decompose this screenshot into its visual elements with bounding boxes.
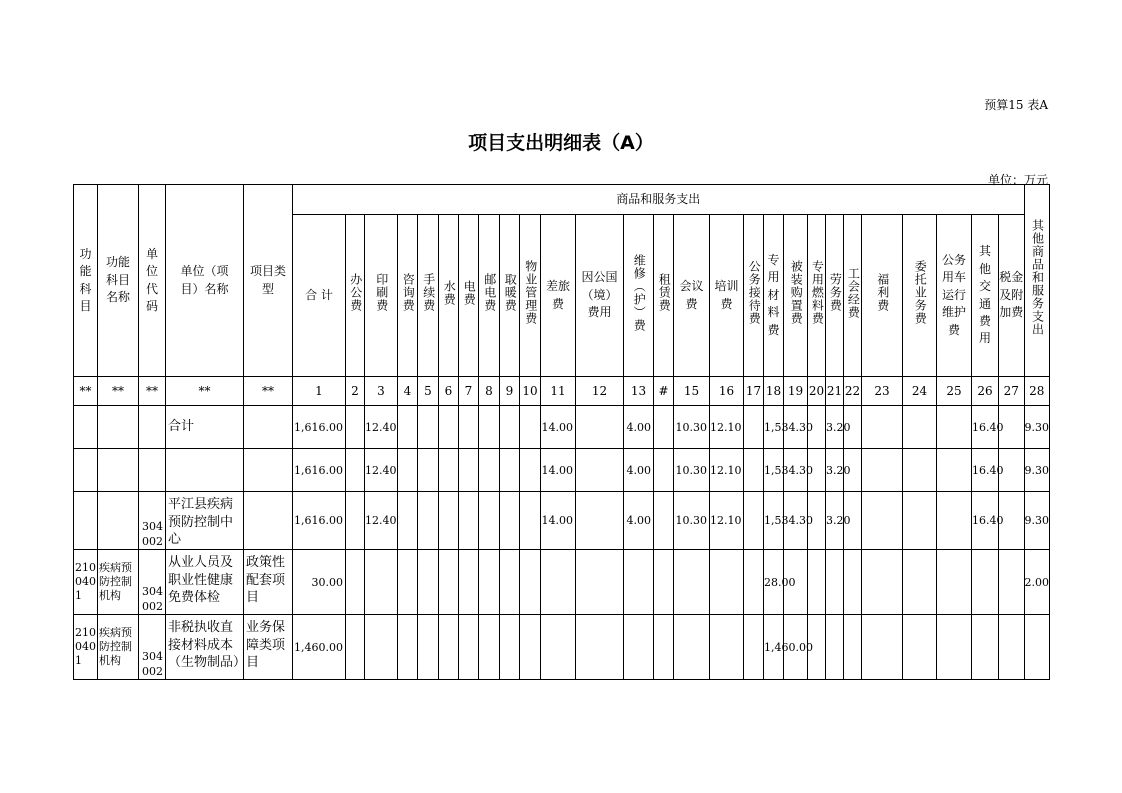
table-row	[74, 406, 1050, 449]
value-cell-col-8	[479, 406, 500, 449]
func-name-cell	[98, 449, 139, 492]
header-col-12	[576, 215, 624, 377]
header-col-3-label: 印刷费	[374, 273, 389, 313]
value-cell-col-7	[459, 550, 479, 615]
value-cell-col-2	[346, 449, 365, 492]
value-cell-col-25	[937, 449, 972, 492]
value-cell-col-17	[744, 449, 764, 492]
value-cell-col-3	[365, 615, 398, 680]
header-col-10	[520, 215, 541, 377]
func-name-cell: 疾病预防控制机构	[98, 550, 139, 615]
value-cell-col-8	[479, 449, 500, 492]
value-cell-col-21: 3.20	[826, 449, 844, 492]
project-type-cell: 业务保障类项目	[244, 615, 293, 680]
header-col-2-label: 办公费	[348, 273, 363, 313]
value-cell-col-9	[500, 615, 520, 680]
value-cell-col-4	[398, 615, 418, 680]
header-col-24-label: 委托业务费	[913, 260, 928, 326]
value-cell-col-4	[398, 492, 418, 550]
header-col-14-label: 租赁费	[657, 273, 672, 313]
value-cell-col-16: 12.10	[710, 449, 744, 492]
value-cell-col-11: 14.00	[541, 449, 576, 492]
value-cell-col-22	[844, 550, 862, 615]
index-col-26: 26	[972, 377, 999, 406]
header-col-27	[999, 215, 1025, 377]
value-cell-col-11: 14.00	[541, 406, 576, 449]
value-cell-col-1: 30.00	[293, 550, 346, 615]
header-col-24	[903, 215, 937, 377]
value-cell-col-9	[500, 492, 520, 550]
value-cell-col-13: 4.00	[624, 449, 654, 492]
value-cell-col-10	[520, 550, 541, 615]
value-cell-col-9	[500, 449, 520, 492]
header-col-9-label: 取暖费	[503, 273, 518, 313]
value-cell-col-18: 1,534.30	[764, 492, 784, 550]
value-cell-col-26: 16.40	[972, 492, 999, 550]
value-cell-col-16	[710, 615, 744, 680]
header-unit-name-label: 单位（项目）名称	[180, 264, 229, 296]
value-cell-col-12	[576, 550, 624, 615]
header-col-5	[418, 215, 439, 377]
value-cell-col-7	[459, 449, 479, 492]
func-code-cell	[74, 492, 98, 550]
value-cell-col-26	[972, 615, 999, 680]
unit-code-cell	[139, 406, 166, 449]
header-col-17-label: 公务接待费	[747, 260, 762, 326]
header-col-22-label: 工会经费	[846, 266, 861, 319]
value-cell-col-9	[500, 406, 520, 449]
value-cell-col-7	[459, 492, 479, 550]
value-cell-col-17	[744, 406, 764, 449]
value-cell-col-11: 14.00	[541, 492, 576, 550]
unit-name-cell: 从业人员及职业性健康免费体检	[166, 550, 244, 615]
value-cell-col-26: 16.40	[972, 406, 999, 449]
header-col-22	[844, 215, 862, 377]
value-cell-col-9	[500, 550, 520, 615]
form-number: 预算15 表A	[984, 98, 1048, 112]
index-col-10: 10	[520, 377, 541, 406]
index-col-22: 22	[844, 377, 862, 406]
value-cell-col-25	[937, 406, 972, 449]
value-cell-col-14	[654, 550, 674, 615]
value-cell-col-3: 12.40	[365, 449, 398, 492]
header-col-7-label: 电费	[462, 279, 477, 306]
table-row	[74, 615, 1050, 680]
value-cell-col-1: 1,460.00	[293, 615, 346, 680]
value-cell-col-6	[439, 550, 459, 615]
value-cell-col-18: 1,534.30	[764, 449, 784, 492]
header-func-name	[98, 185, 139, 377]
project-type-cell: 政策性配套项目	[244, 550, 293, 615]
index-col-13: 13	[624, 377, 654, 406]
index-unit-name: **	[166, 377, 244, 406]
value-cell-col-3: 12.40	[365, 492, 398, 550]
value-cell-col-14	[654, 406, 674, 449]
unit-name-cell: 非税执收直接材料成本（生物制品）	[166, 615, 244, 680]
header-col-21	[826, 215, 844, 377]
value-cell-col-23	[862, 449, 903, 492]
header-col-18	[764, 215, 784, 377]
header-col-13-label: 维修（护）费	[632, 253, 647, 332]
value-cell-col-5	[418, 492, 439, 550]
header-col-23	[862, 215, 903, 377]
value-cell-col-2	[346, 492, 365, 550]
header-col-26	[972, 215, 999, 377]
value-cell-col-7	[459, 615, 479, 680]
func-code-cell	[74, 406, 98, 449]
project-type-cell	[244, 406, 293, 449]
index-col-19: 19	[784, 377, 808, 406]
value-cell-col-24	[903, 615, 937, 680]
value-cell-col-24	[903, 550, 937, 615]
value-cell-col-15: 10.30	[674, 492, 710, 550]
header-col-20	[808, 215, 826, 377]
value-cell-col-15: 10.30	[674, 449, 710, 492]
header-func-code-label: 功能科目	[79, 246, 92, 313]
value-cell-col-3: 12.40	[365, 406, 398, 449]
index-col-1: 1	[293, 377, 346, 406]
header-col-4	[398, 215, 418, 377]
header-col-16-label: 培训费	[714, 279, 739, 311]
value-cell-col-17	[744, 615, 764, 680]
header-col-19-label: 被装购置费	[789, 260, 804, 326]
value-cell-col-13	[624, 550, 654, 615]
index-col-14: #	[654, 377, 674, 406]
value-cell-col-20	[808, 550, 826, 615]
value-cell-col-28: 2.00	[1024, 550, 1050, 615]
value-cell-col-11	[541, 550, 576, 615]
index-col-6: 6	[439, 377, 459, 406]
header-unit-code	[139, 185, 166, 377]
value-cell-col-10	[520, 492, 541, 550]
value-cell-col-15	[674, 550, 710, 615]
value-cell-col-25	[937, 550, 972, 615]
header-col-26-label: 其他交通费用	[978, 244, 991, 346]
value-cell-col-27	[999, 615, 1025, 680]
header-project-type-label: 项目类型	[249, 264, 286, 296]
header-col-16	[710, 215, 744, 377]
header-col-21-label: 劳务费	[828, 273, 843, 313]
header-col-25-label: 公务用车运行维护费	[941, 253, 966, 337]
table-row	[74, 492, 1050, 550]
func-code-cell: 2100401	[74, 550, 98, 615]
budget-table	[73, 184, 1050, 680]
value-cell-col-24	[903, 406, 937, 449]
value-cell-col-13	[624, 615, 654, 680]
func-name-cell	[98, 406, 139, 449]
unit-code-cell: 304002	[139, 615, 166, 680]
value-cell-col-21	[826, 615, 844, 680]
func-code-cell	[74, 449, 98, 492]
value-cell-col-14	[654, 615, 674, 680]
index-col-7: 7	[459, 377, 479, 406]
value-cell-col-5	[418, 550, 439, 615]
value-cell-col-21: 3.20	[826, 406, 844, 449]
index-col-18: 18	[764, 377, 784, 406]
value-cell-col-4	[398, 550, 418, 615]
value-cell-col-1: 1,616.00	[293, 406, 346, 449]
index-col-4: 4	[398, 377, 418, 406]
header-col-11-label: 差旅费	[545, 279, 570, 311]
value-cell-col-12	[576, 615, 624, 680]
value-cell-col-2	[346, 406, 365, 449]
value-cell-col-6	[439, 406, 459, 449]
header-col-6-label: 水费	[442, 279, 457, 306]
index-col-27: 27	[999, 377, 1025, 406]
header-unit-code-label: 单位代码	[145, 246, 158, 313]
value-cell-col-1: 1,616.00	[293, 492, 346, 550]
header-col-5-label: 手续费	[421, 273, 436, 313]
value-cell-col-14	[654, 449, 674, 492]
index-col-15: 15	[674, 377, 710, 406]
header-col-3	[365, 215, 398, 377]
value-cell-col-26: 16.40	[972, 449, 999, 492]
value-cell-col-28: 9.30	[1024, 449, 1050, 492]
value-cell-col-21: 3.20	[826, 492, 844, 550]
value-cell-col-18: 1,534.30	[764, 406, 784, 449]
value-cell-col-23	[862, 492, 903, 550]
value-cell-col-24	[903, 449, 937, 492]
index-col-16: 16	[710, 377, 744, 406]
table-row	[74, 550, 1050, 615]
header-col-8	[479, 215, 500, 377]
value-cell-col-1: 1,616.00	[293, 449, 346, 492]
value-cell-col-23	[862, 406, 903, 449]
value-cell-col-15	[674, 615, 710, 680]
header-col-17	[744, 215, 764, 377]
header-col-2	[346, 215, 365, 377]
value-cell-col-8	[479, 615, 500, 680]
value-cell-col-3	[365, 550, 398, 615]
header-col-1-label: 合 计	[305, 287, 333, 302]
func-name-cell	[98, 492, 139, 550]
header-col-10-label: 物业管理费	[523, 260, 538, 326]
value-cell-col-6	[439, 449, 459, 492]
value-cell-col-6	[439, 492, 459, 550]
header-col-15-label: 会议费	[679, 279, 704, 311]
unit-name-cell	[166, 449, 244, 492]
value-cell-col-4	[398, 406, 418, 449]
value-cell-col-10	[520, 449, 541, 492]
unit-label: 单位：万元	[987, 173, 1048, 187]
value-cell-col-16: 12.10	[710, 492, 744, 550]
value-cell-col-7	[459, 406, 479, 449]
value-cell-col-16	[710, 550, 744, 615]
index-func-name: **	[98, 377, 139, 406]
page-title: 项目支出明细表（A）	[468, 132, 654, 154]
value-cell-col-12	[576, 406, 624, 449]
value-cell-col-25	[937, 492, 972, 550]
header-col-14	[654, 215, 674, 377]
header-col-1	[293, 215, 346, 377]
header-col-20-label: 专用燃料费	[810, 260, 825, 326]
index-col-25: 25	[937, 377, 972, 406]
index-project-type: **	[244, 377, 293, 406]
index-col-3: 3	[365, 377, 398, 406]
value-cell-col-26	[972, 550, 999, 615]
header-col-6	[439, 215, 459, 377]
header-group-goods-services: 商品和服务支出	[293, 185, 1025, 215]
header-col-15	[674, 215, 710, 377]
value-cell-col-24	[903, 492, 937, 550]
header-col-13	[624, 215, 654, 377]
value-cell-col-12	[576, 492, 624, 550]
index-col-28: 28	[1024, 377, 1050, 406]
value-cell-col-22	[844, 615, 862, 680]
value-cell-col-6	[439, 615, 459, 680]
value-cell-col-18: 1,460.00	[764, 615, 784, 680]
index-col-23: 23	[862, 377, 903, 406]
value-cell-col-4	[398, 449, 418, 492]
header-col-28-label: 其他商品和服务支出	[1030, 219, 1045, 337]
index-col-5: 5	[418, 377, 439, 406]
value-cell-col-23	[862, 615, 903, 680]
header-col-18-label: 专用材料费	[767, 253, 780, 337]
unit-code-cell	[139, 449, 166, 492]
value-cell-col-2	[346, 615, 365, 680]
value-cell-col-28: 9.30	[1024, 492, 1050, 550]
value-cell-col-27	[999, 550, 1025, 615]
index-col-9: 9	[500, 377, 520, 406]
header-unit-name	[166, 185, 244, 377]
value-cell-col-5	[418, 615, 439, 680]
project-type-cell	[244, 492, 293, 550]
index-col-17: 17	[744, 377, 764, 406]
value-cell-col-17	[744, 550, 764, 615]
index-func-code: **	[74, 377, 98, 406]
func-name-cell: 疾病预防控制机构	[98, 615, 139, 680]
header-col-23-label: 福利费	[875, 273, 890, 313]
unit-name-cell: 平江县疾病预防控制中心	[166, 492, 244, 550]
project-type-cell	[244, 449, 293, 492]
index-col-12: 12	[576, 377, 624, 406]
header-col-27-label: 税金及附加费	[999, 270, 1024, 320]
value-cell-col-2	[346, 550, 365, 615]
header-col-11	[541, 215, 576, 377]
value-cell-col-21	[826, 550, 844, 615]
header-project-type	[244, 185, 293, 377]
unit-code-cell: 304002	[139, 492, 166, 550]
index-col-21: 21	[826, 377, 844, 406]
value-cell-col-5	[418, 449, 439, 492]
value-cell-col-10	[520, 406, 541, 449]
index-col-11: 11	[541, 377, 576, 406]
value-cell-col-14	[654, 492, 674, 550]
index-col-24: 24	[903, 377, 937, 406]
header-col-8-label: 邮电费	[482, 273, 497, 313]
value-cell-col-28	[1024, 615, 1050, 680]
value-cell-col-11	[541, 615, 576, 680]
value-cell-col-13: 4.00	[624, 492, 654, 550]
func-code-cell: 2100401	[74, 615, 98, 680]
value-cell-col-23	[862, 550, 903, 615]
value-cell-col-10	[520, 615, 541, 680]
value-cell-col-12	[576, 449, 624, 492]
header-func-code	[74, 185, 98, 377]
unit-code-cell: 304002	[139, 550, 166, 615]
header-func-name-label: 功能科目名称	[105, 255, 130, 305]
value-cell-col-17	[744, 492, 764, 550]
header-col-4-label: 咨询费	[401, 273, 416, 313]
header-col-7	[459, 215, 479, 377]
value-cell-col-13: 4.00	[624, 406, 654, 449]
index-col-20: 20	[808, 377, 826, 406]
header-col-28	[1024, 185, 1050, 377]
value-cell-col-8	[479, 550, 500, 615]
table-row	[74, 449, 1050, 492]
value-cell-col-15: 10.30	[674, 406, 710, 449]
index-unit-code: **	[139, 377, 166, 406]
header-col-25	[937, 215, 972, 377]
header-col-9	[500, 215, 520, 377]
index-col-2: 2	[346, 377, 365, 406]
value-cell-col-8	[479, 492, 500, 550]
index-col-8: 8	[479, 377, 500, 406]
header-col-12-label: 因公国（境）费用	[581, 270, 618, 320]
value-cell-col-28: 9.30	[1024, 406, 1050, 449]
unit-name-cell: 合计	[166, 406, 244, 449]
value-cell-col-25	[937, 615, 972, 680]
value-cell-col-18: 28.00	[764, 550, 784, 615]
value-cell-col-5	[418, 406, 439, 449]
header-col-19	[784, 215, 808, 377]
value-cell-col-16: 12.10	[710, 406, 744, 449]
